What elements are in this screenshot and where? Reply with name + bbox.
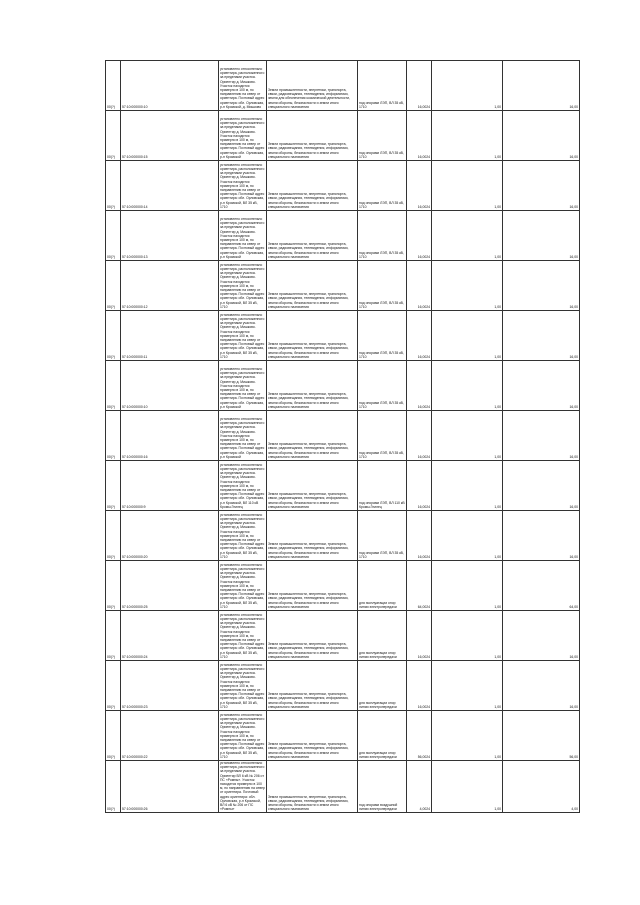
cadastral-number-cell: 57:10:000000:23 xyxy=(121,661,219,711)
permitted-use-cell: под опорами воздушной линии электропередачи xyxy=(358,761,407,813)
land-category-cell: Земли промышленности, энергетики, транспорта, связи, радиовещания, телевидения, информатики, земли обороны, безопасности и земли иного специального назначения xyxy=(267,511,358,561)
permitted-use-cell: под опорами ЛЭП, ВЛ 35 кВ, 1710 xyxy=(358,411,407,461)
location-description-cell: установлено относительно ориентира, расположенного за пределами участка. Ориентир ВЛ 6 кВ № 206 от ПС «Ромны». Участок находится примерно в 100 м, по направлению на север от ориентира. Почтовый адрес ориентира: обл. Орловская, р-н Кромской, ВЛ 6 кВ № 206 от ПС «Ромны» xyxy=(220,761,265,812)
value-cell: 1,00 xyxy=(432,411,503,461)
location-description-cell: установлено относительно ориентира, расположенного за пределами участка. Ориентир д. Мишково. Участок находится примерно в 100 м, по направлению на север от ориентира. Почтовый адрес ориентира: обл. Орловская, р-н Кромской, д. Мишково xyxy=(219,61,267,111)
row-id-cell: 00(?) xyxy=(106,211,121,261)
land-category-cell: Земли промышленности, энергетики, транспорта, связи, радиовещания, телевидения, информатики, земли обороны, безопасности и земли иного специального назначения xyxy=(267,761,358,813)
sum-cell: 4,00 xyxy=(503,761,580,813)
table-row xyxy=(106,511,580,561)
permitted-use-cell: под опорами ЛЭП, ВЛ 110 кВ Кромы-Гнилец xyxy=(358,461,407,511)
table-row xyxy=(106,311,580,361)
sum-cell: 56,00 xyxy=(503,711,580,761)
location-description-cell: установлено относительно ориентира, расположенного за пределами участка. Ориентир д. Мишково. Участок находится примерно в 100 м, по направлению на север от ориентира. Почтовый адрес ориентира: обл. Орловская, р-н Кромской, ВЛ 35 кВ, 1710 xyxy=(219,161,267,211)
value-cell: 1,00 xyxy=(432,311,503,361)
cadastral-number-cell: 57:10:000000:11 xyxy=(121,311,219,361)
permitted-use-cell: под опорами ЛЭП, ВЛ 35 кВ, 1710 xyxy=(358,211,407,261)
cadastral-number-cell: 57:10:000000:16 xyxy=(121,411,219,461)
sum-cell: 16,00 xyxy=(503,411,580,461)
land-plots-table xyxy=(105,60,580,813)
table-row xyxy=(106,261,580,311)
sum-cell: 16,00 xyxy=(503,461,580,511)
value-cell: 1,00 xyxy=(432,161,503,211)
table-row xyxy=(106,661,580,711)
table-row xyxy=(106,561,580,611)
permitted-use-cell: под опорами ЛЭП, ВЛ 35 кВ, 1710 xyxy=(358,311,407,361)
sum-cell: 16,00 xyxy=(503,111,580,161)
table-row xyxy=(106,111,580,161)
sum-cell: 16,00 xyxy=(503,161,580,211)
sum-cell: 64,00 xyxy=(503,561,580,611)
row-id-cell: 00(?) xyxy=(106,261,121,311)
area-cell: 16,0024 xyxy=(407,211,432,261)
area-cell: 16,0024 xyxy=(407,261,432,311)
table-row xyxy=(106,461,580,511)
location-description-cell: установлено относительно ориентира, расположенного за пределами участка. Ориентир д. Мишково. Участок находится примерно в 100 м, по направлению на север от ориентира. Почтовый адрес ориентира: обл. Орловская, р-н Кромской, ВЛ 35 кВ, 1710 xyxy=(219,261,267,311)
table-row xyxy=(106,711,580,761)
table-row xyxy=(106,211,580,261)
document-page xyxy=(105,60,578,813)
area-cell: 16,0024 xyxy=(407,361,432,411)
row-id-cell: 00(?) xyxy=(106,311,121,361)
value-cell: 1,00 xyxy=(432,561,503,611)
row-id-cell: 00(?) xyxy=(106,411,121,461)
cadastral-number-cell: 57:10:000000:24 xyxy=(121,611,219,661)
area-cell: 16,0024 xyxy=(407,461,432,511)
cadastral-number-cell: 57:10:000000:26 xyxy=(121,761,219,813)
land-category-cell: Земли промышленности, энергетики, транспорта, связи, радиовещания, телевидения, информатики, земли обороны, безопасности и земли иного специального назначения xyxy=(267,161,358,211)
land-category-cell: Земли промышленности, энергетики, транспорта, связи, радиовещания, телевидения, информатики, земли обороны, безопасности и земли иного специального назначения xyxy=(267,211,358,261)
location-description-cell: установлено относительно ориентира, расположенного за пределами участка. Ориентир д. Мишково. Участок находится примерно в 100 м, по направлению на север от ориентира. Почтовый адрес ориентира: обл. Орловская, р-н Кромской, ВЛ 35 кВ, 1710 xyxy=(219,611,267,661)
location-description-cell: установлено относительно ориентира, расположенного за пределами участка. Ориентир д. Мишково. Участок находится примерно в 100 м, по направлению на север от ориентира. Почтовый адрес ориентира: обл. Орловская, р-н Кромской, ВЛ 35 кВ, 1710 xyxy=(219,311,267,361)
area-cell: 16,0024 xyxy=(407,661,432,711)
land-category-cell: Земли промышленности, энергетики, транспорта, связи, радиовещания, телевидения, информатики, земли обороны, безопасности и земли иного специального назначения xyxy=(267,261,358,311)
area-cell: 64,0024 xyxy=(407,561,432,611)
value-cell: 1,00 xyxy=(432,261,503,311)
value-cell: 1,00 xyxy=(432,611,503,661)
location-description-cell: установлено относительно ориентира, расположенного за пределами участка. Ориентир д. Мишково. Участок находится примерно в 100 м, по направлению на север от ориентира. Почтовый адрес ориентира: обл. Орловская, р-н Кромской, ВЛ 35 кВ, 1710 xyxy=(219,561,267,611)
land-category-cell: Земли промышленности, энергетики, транспорта, связи, радиовещания, телевидения, информатики, земли для обеспечения космической деятельности, земли обороны, безопасности и земли иного специального назначения xyxy=(267,61,358,111)
land-category-cell: Земли промышленности, энергетики, транспорта, связи, радиовещания, телевидения, информатики, земли обороны, безопасности и земли иного специального назначения xyxy=(267,611,358,661)
sum-cell: 16,00 xyxy=(503,611,580,661)
table-row xyxy=(106,161,580,211)
row-id-cell: 00(?) xyxy=(106,661,121,711)
location-description-cell: установлено относительно ориентира, расположенного за пределами участка. Ориентир д. Мишково. Участок находится примерно в 100 м, по направлению на север от ориентира. Почтовый адрес ориентира: обл. Орловская, р-н Кромской, ВЛ 35 кВ, 1710 xyxy=(219,711,267,761)
sum-cell: 16,00 xyxy=(503,511,580,561)
row-id-cell: 00(?) xyxy=(106,161,121,211)
table-row xyxy=(106,611,580,661)
sum-cell: 16,00 xyxy=(503,661,580,711)
land-category-cell: Земли промышленности, энергетики, транспорта, связи, радиовещания, телевидения, информатики, земли обороны, безопасности и земли иного специального назначения xyxy=(267,111,358,161)
land-category-cell: Земли промышленности, энергетики, транспорта, связи, радиовещания, телевидения, информатики, земли обороны, безопасности и земли иного специального назначения xyxy=(267,561,358,611)
cadastral-number-cell: 57:10:000000:9 xyxy=(121,461,219,511)
location-description-cell: установлено относительно ориентира, расположенного за пределами участка. Ориентир д. Мишково. Участок находится примерно в 100 м, по направлению на север от ориентира. Почтовый адрес ориентира: обл. Орловская, р-н Кромской xyxy=(219,111,267,161)
permitted-use-cell: для эксплуатации опор линии электропередачи xyxy=(358,611,407,661)
land-category-cell: Земли промышленности, энергетики, транспорта, связи, радиовещания, телевидения, информатики, земли обороны, безопасности и земли иного специального назначения xyxy=(267,461,358,511)
cadastral-number-cell: 57:10:000000:12 xyxy=(121,261,219,311)
permitted-use-cell: для эксплуатации опор линии электропередачи xyxy=(358,661,407,711)
permitted-use-cell: под опорами ЛЭП, ВЛ 35 кВ, 1710 xyxy=(358,111,407,161)
value-cell: 1,00 xyxy=(432,361,503,411)
area-cell: 16,0024 xyxy=(407,511,432,561)
sum-cell: 16,00 xyxy=(503,61,580,111)
value-cell: 1,00 xyxy=(432,511,503,561)
table-row xyxy=(106,411,580,461)
location-description-cell: установлено относительно ориентира, расположенного за пределами участка. Ориентир д. Мишково. Участок находится примерно в 100 м, по направлению на север от ориентира. Почтовый адрес ориентира: обл. Орловская, р-н Кромской, ВЛ 35 кВ, 1710 xyxy=(219,511,267,561)
table-body xyxy=(106,61,580,813)
area-cell: 56,0024 xyxy=(407,711,432,761)
permitted-use-cell: под опорами ЛЭП, ВЛ 35 кВ, 1710 xyxy=(358,61,407,111)
permitted-use-cell: под опорами ЛЭП, ВЛ 35 кВ, 1710 xyxy=(358,361,407,411)
row-id-cell: 00(?) xyxy=(106,111,121,161)
value-cell: 1,00 xyxy=(432,761,503,813)
row-id-cell: 00(?) xyxy=(106,761,121,813)
area-cell: 16,0024 xyxy=(407,61,432,111)
area-cell: 16,0024 xyxy=(407,411,432,461)
table-row xyxy=(106,761,580,813)
value-cell: 1,00 xyxy=(432,461,503,511)
cadastral-number-cell: 57:10:000000:14 xyxy=(121,161,219,211)
table-row xyxy=(106,61,580,111)
cadastral-number-cell: 57:10:000000:10 xyxy=(121,361,219,411)
row-id-cell: 00(?) xyxy=(106,511,121,561)
permitted-use-cell: под опорами ЛЭП, ВЛ 35 кВ, 1710 xyxy=(358,161,407,211)
value-cell: 1,00 xyxy=(432,61,503,111)
area-cell: 16,0024 xyxy=(407,161,432,211)
table-row xyxy=(106,361,580,411)
row-id-cell: 00(?) xyxy=(106,561,121,611)
cadastral-number-cell: 57:10:000000:13 xyxy=(121,211,219,261)
location-description-cell: установлено относительно ориентира, расположенного за пределами участка. Ориентир д. Мишково. Участок находится примерно в 100 м, по направлению на север от ориентира. Почтовый адрес ориентира: обл. Орловская, р-н Кромской xyxy=(219,411,267,461)
area-cell: 16,0024 xyxy=(407,311,432,361)
cadastral-number-cell: 57:10:000000:25 xyxy=(121,561,219,611)
permitted-use-cell: под опорами ЛЭП, ВЛ 35 кВ, 1710 xyxy=(358,511,407,561)
cadastral-number-cell: 57:10:000000:20 xyxy=(121,511,219,561)
permitted-use-cell: для эксплуатации опор линии электропередачи xyxy=(358,561,407,611)
sum-cell: 16,00 xyxy=(503,361,580,411)
land-category-cell: Земли промышленности, энергетики, транспорта, связи, радиовещания, телевидения, информатики, земли обороны, безопасности и земли иного специального назначения xyxy=(267,711,358,761)
row-id-cell: 00(?) xyxy=(106,461,121,511)
area-cell: 16,0024 xyxy=(407,611,432,661)
value-cell: 1,00 xyxy=(432,211,503,261)
land-category-cell: Земли промышленности, энергетики, транспорта, связи, радиовещания, телевидения, информатики, земли обороны, безопасности и земли иного специального назначения xyxy=(267,361,358,411)
value-cell: 1,00 xyxy=(432,111,503,161)
row-id-cell: 00(?) xyxy=(106,61,121,111)
location-description-cell: установлено относительно ориентира, расположенного за пределами участка. Ориентир д. Мишково. Участок находится примерно в 100 м, по направлению на север от ориентира. Почтовый адрес ориентира: обл. Орловская, р-н Кромской, ВЛ 110 кВ Кромы-Гнилец xyxy=(219,461,267,511)
land-category-cell: Земли промышленности, энергетики, транспорта, связи, радиовещания, телевидения, информатики, земли обороны, безопасности и земли иного специального назначения xyxy=(267,661,358,711)
row-id-cell: 00(?) xyxy=(106,361,121,411)
land-category-cell: Земли промышленности, энергетики, транспорта, связи, радиовещания, телевидения, информатики, земли обороны, безопасности и земли иного специального назначения xyxy=(267,311,358,361)
area-cell: 4,0024 xyxy=(407,761,432,813)
cadastral-number-cell: 57:10:000000:22 xyxy=(121,711,219,761)
value-cell: 1,00 xyxy=(432,711,503,761)
permitted-use-cell: для эксплуатации опор линии электропередачи xyxy=(358,711,407,761)
row-id-cell: 00(?) xyxy=(106,611,121,661)
sum-cell: 16,00 xyxy=(503,261,580,311)
row-id-cell: 00(?) xyxy=(106,711,121,761)
area-cell: 16,0024 xyxy=(407,111,432,161)
location-description-cell: установлено относительно ориентира, расположенного за пределами участка. Ориентир д. Мишково. Участок находится примерно в 100 м, по направлению на север от ориентира. Почтовый адрес ориентира: обл. Орловская, р-н Кромской, ВЛ 35 кВ, 1710 xyxy=(219,661,267,711)
cadastral-number-cell: 57:10:000000:15 xyxy=(121,111,219,161)
location-description-cell: установлено относительно ориентира, расположенного за пределами участка. Ориентир д. Мишково. Участок находится примерно в 100 м, по направлению на север от ориентира. Почтовый адрес ориентира: обл. Орловская, р-н Кромской xyxy=(219,361,267,411)
sum-cell: 16,00 xyxy=(503,211,580,261)
cadastral-number-cell: 57:10:000000:10 xyxy=(121,61,219,111)
location-description-cell: установлено относительно ориентира, расположенного за пределами участка. Ориентир д. Мишково. Участок находится примерно в 100 м, по направлению на север от ориентира. Почтовый адрес ориентира: обл. Орловская, р-н Кромской xyxy=(219,211,267,261)
land-category-cell: Земли промышленности, энергетики, транспорта, связи, радиовещания, телевидения, информатики, земли обороны, безопасности и земли иного специального назначения xyxy=(267,411,358,461)
permitted-use-cell: под опорами ЛЭП, ВЛ 35 кВ, 1710 xyxy=(358,261,407,311)
value-cell: 1,00 xyxy=(432,661,503,711)
sum-cell: 16,00 xyxy=(503,311,580,361)
